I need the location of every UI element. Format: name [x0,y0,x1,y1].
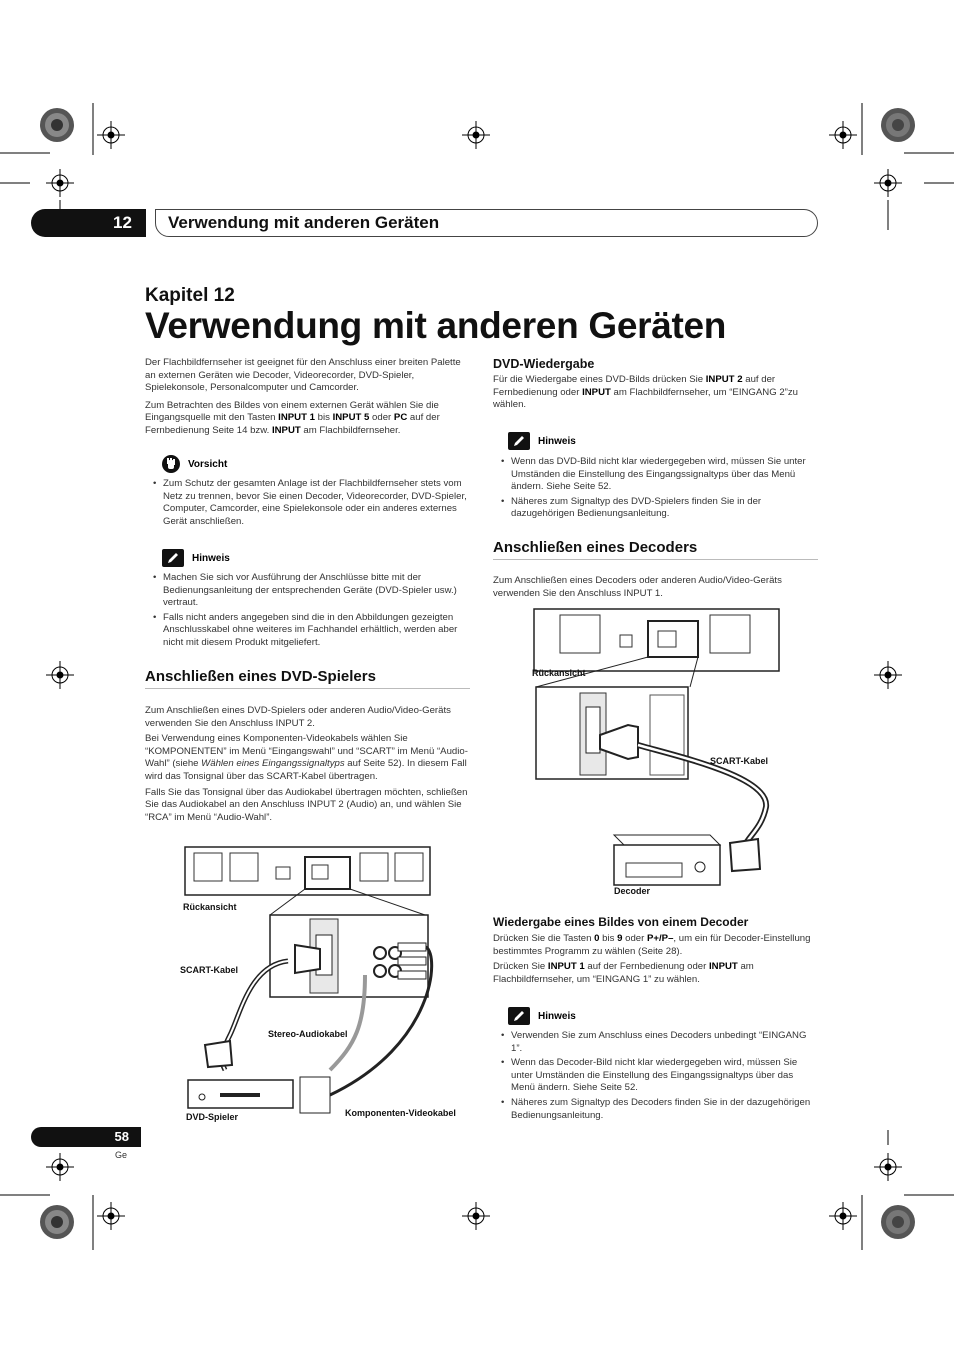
language-code: Ge [115,1150,128,1160]
dvd-connect-p2: Bei Verwendung eines Komponenten-Videokabels wählen Sie “KOMPONENTEN” im Menü “Eingangswahl” und “SCART” im Menü “Audio-Wahl” (siehe Wählen eines Eingangssignaltyps auf Seite 52). In diesem Fall wird das Tonsignal über das SCART-Kabel übertragen. [145,733,468,782]
decoder-playback-p2: Drücken Sie INPUT 1 auf der Fernbedienung oder INPUT am Flachbildfernseher, um “EINGANG 1” zu wählen. [493,961,754,985]
dvd-fig-scart-label: SCART-Kabel [180,965,239,975]
list-item: • Wenn das Decoder-Bild nicht klar wiedergegeben wird, müssen Sie unter Umständen die Einstellung des Eingangssignaltyps über das Menü ändern. Siehe Seite 52. [501,1057,819,1095]
chapter-number: 12 [113,213,132,232]
dvd-connect-heading: Anschließen eines DVD-Spielers [145,668,470,689]
list-item: • Verwenden Sie zum Anschluss eines Decoders unbedingt “EINGANG 1”. [501,1030,819,1055]
page-number-tab [31,1127,141,1147]
dvd-fig-player-label: DVD-Spieler [186,1112,239,1122]
page-number: 58 [114,1129,129,1144]
chapter-header-bar [155,209,818,237]
dvd-playback-text: Für die Wiedergabe eines DVD-Bilds drücken Sie INPUT 2 auf der Fernbedienung oder INPUT am Flachbildfernseher, um “EINGANG 2”zu wählen. [493,374,799,411]
decoder-connect-heading: Anschließen eines Decoders [493,539,818,560]
header-title: Verwendung mit anderen Geräten [168,213,440,232]
chapter-number-tab [31,209,146,237]
dvd-fig-component-label: Komponenten-Videokabel [345,1108,456,1118]
list-item: • Näheres zum Signaltyp des DVD-Spielers finden Sie in der dazugehörigen Bedienungsanleitung. [501,496,819,521]
note3-header [508,1007,576,1025]
decoder-playback-p1: Drücken Sie die Tasten 0 bis 9 oder P+/P–, um ein für Decoder-Einstellung bestimmtes Programm zu wählen (Seite 28). [493,933,811,957]
intro-paragraph-1: Der Flachbildfernseher ist geeignet für den Anschluss einer breiten Palette an externen Geräten wie Decoder, Videorecorder, DVD-Spieler, Spielekonsole, Personalcomputer und Camcorder. [145,357,461,394]
note1-title: Hinweis [192,552,230,564]
list-item: • Wenn das DVD-Bild nicht klar wiedergegeben wird, müssen Sie unter Umständen die Einstellung des Eingangssignaltyps über das Menü ändern. Siehe Seite 52. [501,456,819,494]
note2-list [501,456,819,523]
decoder-fig-rear-label: Rückansicht [532,668,586,678]
note2-header [508,432,576,450]
decoder-connection-diagram [530,607,790,897]
note2-title: Hinweis [538,435,576,447]
intro-paragraph-2: Zum Betrachten des Bildes von einem externen Gerät wählen Sie die Eingangsquelle mit den Tasten INPUT 1 bis INPUT 5 oder PC auf der Fernbedienung Seite 14 bzw. INPUT am Flachbildfernseher. [145,399,440,436]
note1-list [153,572,471,652]
dvd-connect-section [145,705,471,824]
pencil-icon [508,1007,530,1025]
intro-section [145,357,471,438]
caution-hand-icon [162,455,180,473]
list-item: • Zum Schutz der gesamten Anlage ist der Flachbildfernseher stets vom Netz zu trennen, bevor Sie einen Decoder, Videorecorder, DVD-Spieler, Computer, Camcorder, eine Spielekonsole oder ein anderes externes Gerät anschließen. [153,478,471,528]
caution-header [162,455,227,473]
list-item: • Machen Sie sich vor Ausführung der Anschlüsse bitte mit der Bedienungsanleitung der entsprechenden Geräte (DVD-Spieler usw.) vertraut. [153,572,471,610]
note1-header [162,549,230,567]
decoder-playback-heading: Wiedergabe eines Bildes von einem Decoder [493,915,749,929]
decoder-fig-device-label: Decoder [614,886,651,896]
dvd-connect-p1: Zum Anschließen eines DVD-Spielers oder anderen Audio/Video-Geräts verwenden Sie den Anschluss INPUT 2. [145,705,451,729]
list-item: • Näheres zum Signaltyp des Decoders finden Sie in der dazugehörigen Bedienungsanleitung. [501,1097,819,1122]
chapter-label: Kapitel 12 [145,285,235,306]
dvd-fig-stereo-label: Stereo-Audiokabel [268,1029,348,1039]
pencil-icon [508,432,530,450]
dvd-connect-p3: Falls Sie das Tonsignal über das Audiokabel übertragen möchten, schließen Sie das Audiokabel an den Anschluss INPUT 2 (Audio) an, und wählen Sie “RCA” im Menü “Audio-Wahl”. [145,786,468,823]
caution-list [153,478,471,530]
list-item: • Falls nicht anders angegeben sind die in den Abbildungen gezeigten Anschlusskabel ohne weiteres im Fachhandel erhältlich, werden aber nicht mit diesem Produkt mitgeliefert. [153,612,471,650]
decoder-connect-text: Zum Anschließen eines Decoders oder anderen Audio/Video-Geräts verwenden Sie den Anschluss INPUT 1. [493,575,782,599]
caution-title: Vorsicht [188,458,228,470]
decoder-fig-scart-label: SCART-Kabel [710,756,769,766]
page-title: Verwendung mit anderen Geräten [145,305,727,346]
dvd-connection-diagram [180,845,470,1125]
pencil-icon [162,549,184,567]
note3-list [501,1030,819,1124]
note3-title: Hinweis [538,1010,576,1022]
dvd-fig-rear-label: Rückansicht [183,902,237,912]
decoder-playback-section [493,933,818,986]
dvd-playback-heading: DVD-Wiedergabe [493,357,595,371]
